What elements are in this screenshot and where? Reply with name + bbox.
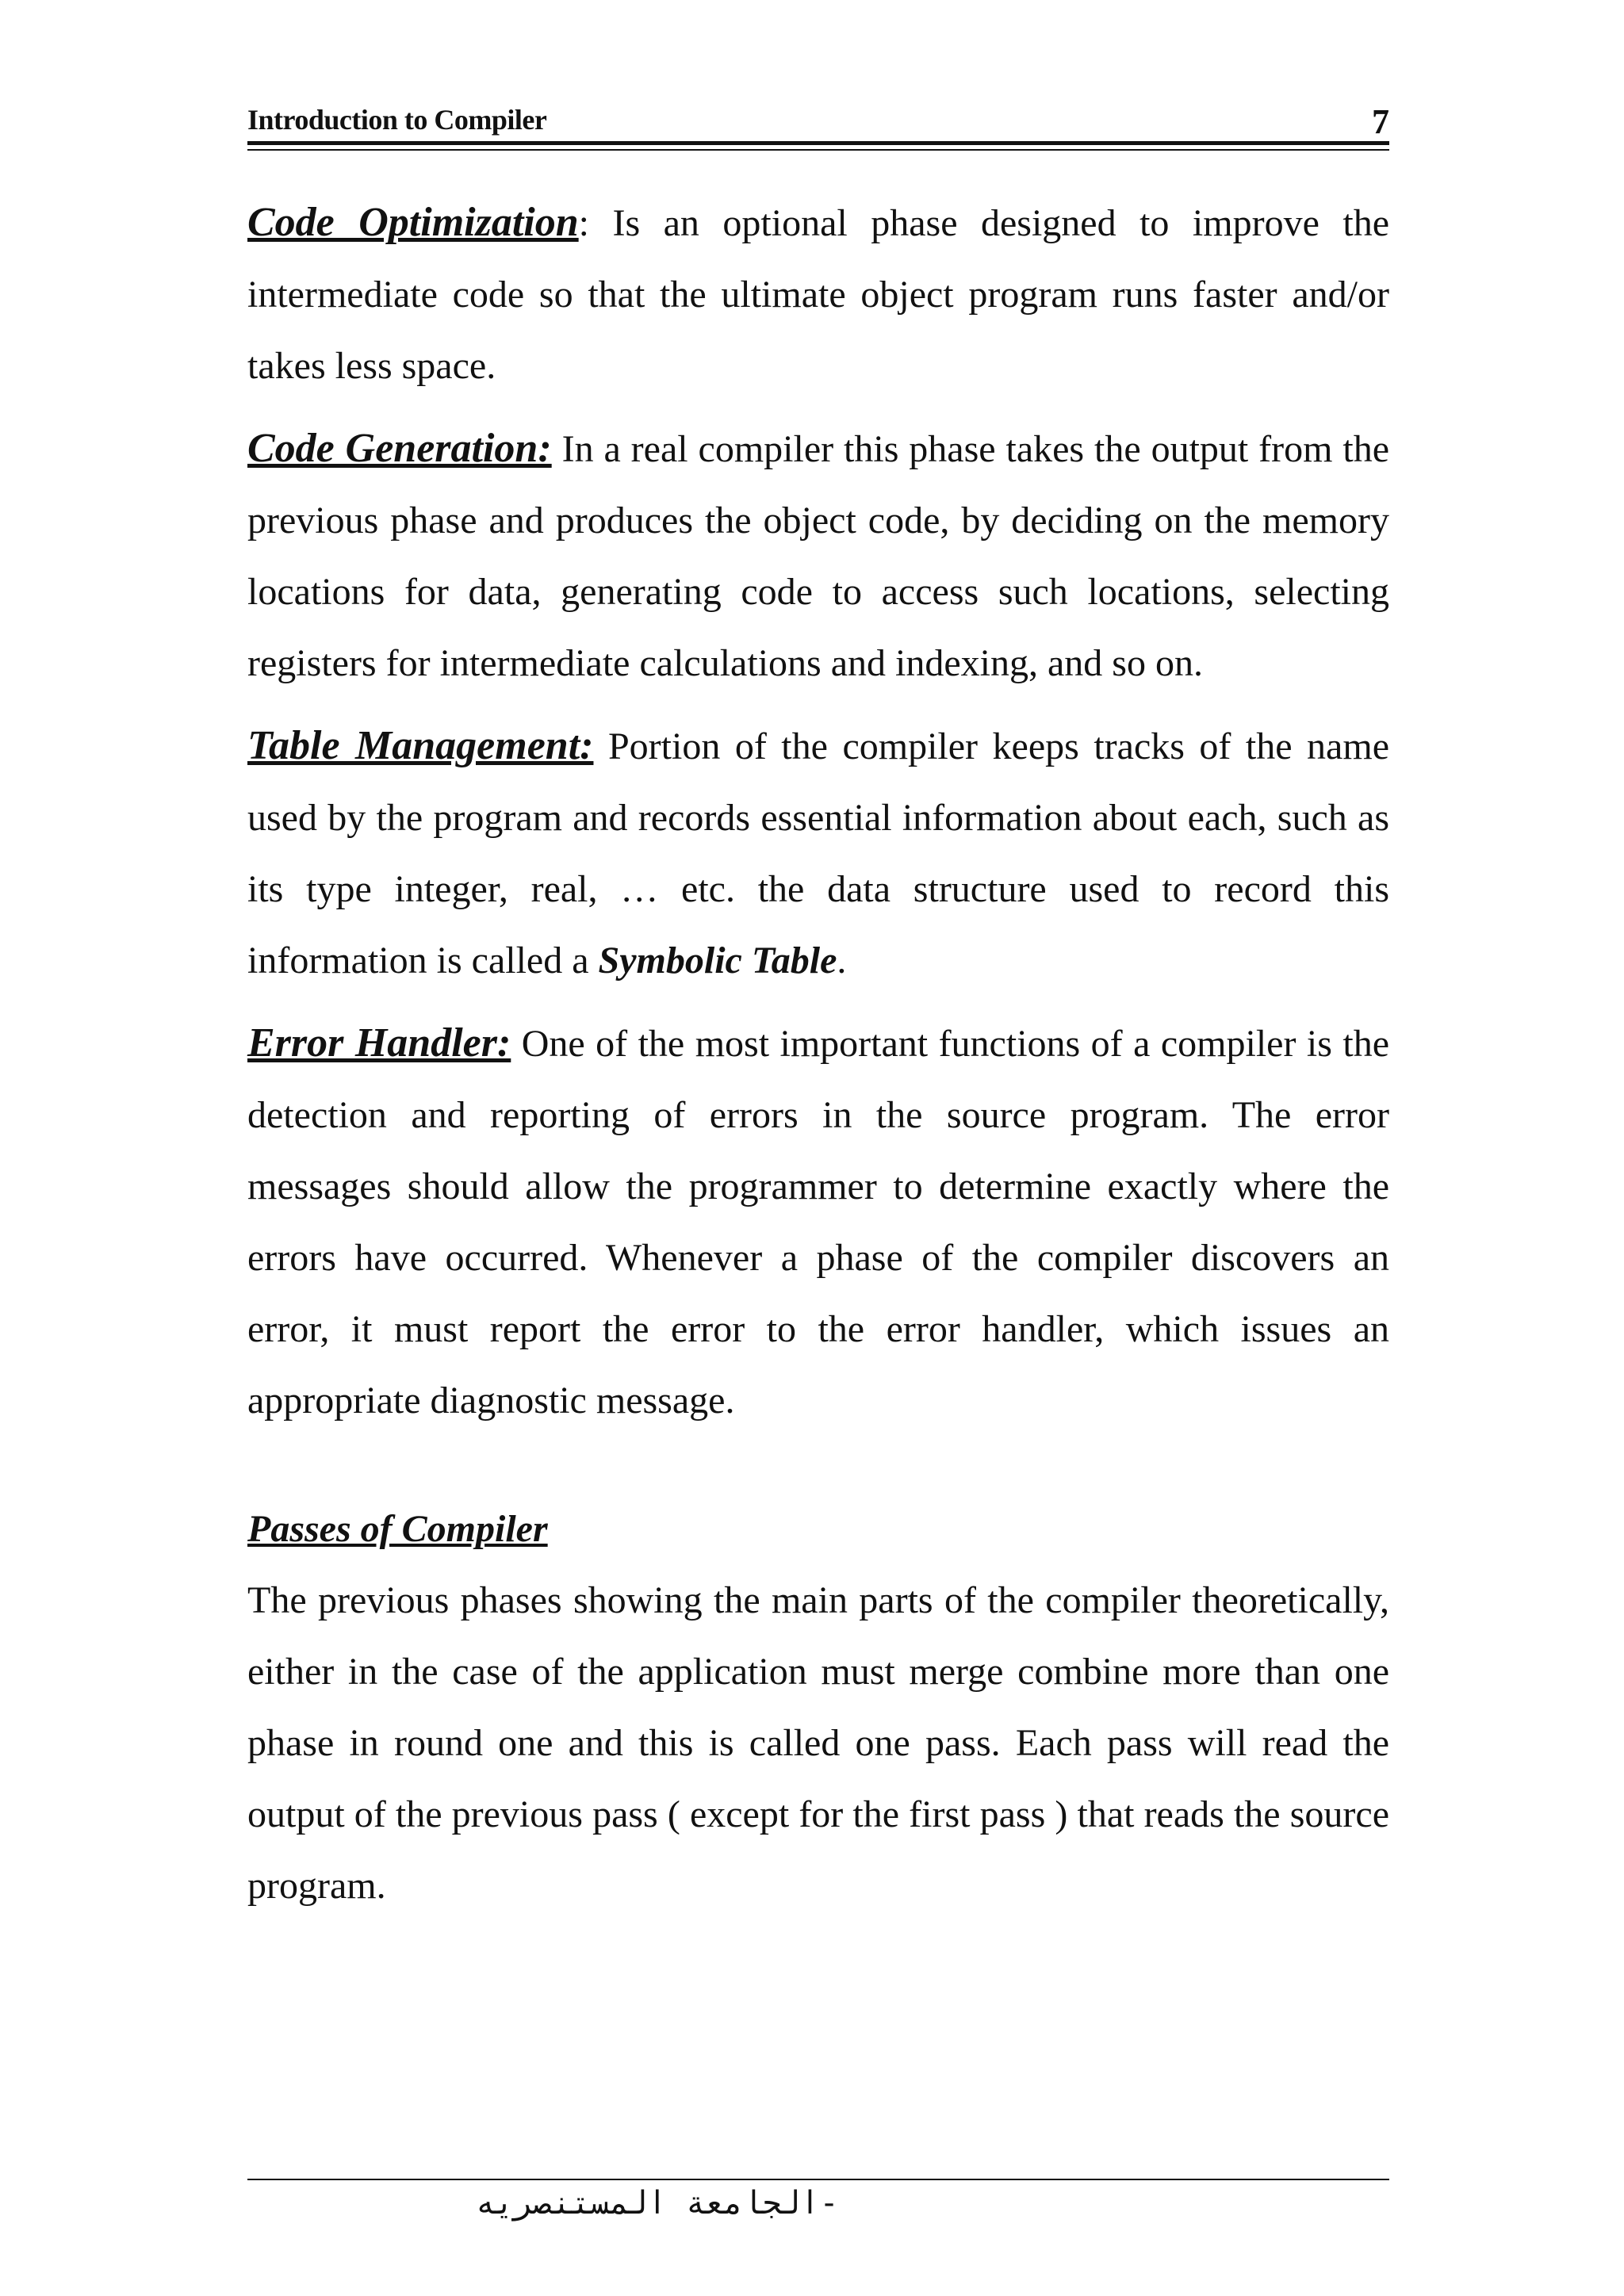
term-table-management: Table Management: — [247, 723, 594, 768]
term-colon: : — [578, 202, 589, 244]
header-title: Introduction to Compiler — [247, 104, 547, 136]
page-body — [247, 187, 1389, 1933]
paragraph-text: Portion of the compiler keeps tracks of the name used by the program and records essential information about each, such as its type integer, real, … etc. the data structure used to record this information is called a — [247, 725, 1390, 982]
section-heading-passes: Passes of Compiler — [247, 1508, 548, 1550]
paragraph-code-generation — [247, 413, 1389, 699]
term-code-optimization: Code Optimization — [247, 200, 579, 245]
paragraph-text: In a real compiler this phase takes the output from the previous phase and produces the object code, by deciding on the memory locations for data, generating code to access such locations, selecting registers for intermediate calculations and indexing, and so on. — [247, 428, 1389, 684]
paragraph-error-handler — [247, 1008, 1389, 1437]
paragraph-table-management — [247, 710, 1389, 997]
term-code-generation: Code Generation: — [247, 426, 552, 471]
paragraph-text: One of the most important functions of a compiler is the detection and reporting of errors in the source program. The error messages should allow the programmer to determine exactly where the errors have occurred. Whenever a phase of the compiler discovers an error, it must report the error to the error handler, which issues an appropriate diagnostic message. — [247, 1023, 1390, 1422]
header-rule-thin — [247, 149, 1389, 151]
footer-rule — [247, 2179, 1389, 2180]
paragraph-passes: The previous phases showing the main parts of the compiler theoretically, either in the case of the application must merge combine more than one phase in round one and this is called one pass. Each pass will read the output of the previous pass ( except for the first pass ) that reads the source program. — [247, 1579, 1389, 1907]
paragraph-end: . — [837, 939, 847, 982]
paragraph-text: Is an optional phase designed to improve the intermediate code so that the ultimate object program runs faster and/or takes less space. — [247, 202, 1389, 387]
header-rule — [247, 141, 1389, 145]
page-number: 7 — [1372, 102, 1389, 141]
paragraph-code-optimization — [247, 187, 1389, 402]
emphasis-symbolic-table: Symbolic Table — [598, 939, 837, 982]
term-error-handler: Error Handler: — [247, 1020, 511, 1066]
footer-text: -الجامعة المستنصريه — [476, 2185, 839, 2221]
